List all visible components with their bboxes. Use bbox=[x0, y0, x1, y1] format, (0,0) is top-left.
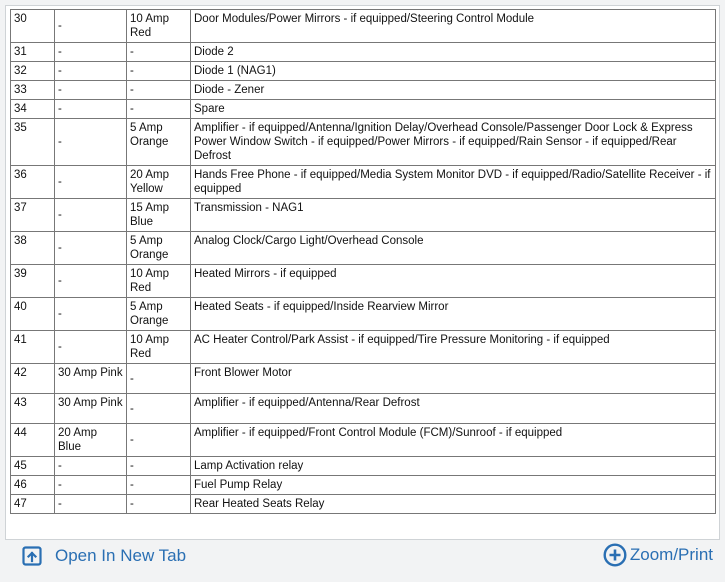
fuse-number-cell: 43 bbox=[11, 394, 55, 424]
cartridge-fuse-cell: - bbox=[55, 495, 127, 514]
mini-fuse-cell: 20 Amp Yellow bbox=[127, 166, 191, 199]
description-cell: Heated Mirrors - if equipped bbox=[191, 265, 716, 298]
table-row bbox=[11, 119, 716, 166]
fuse-number-cell: 39 bbox=[11, 265, 55, 298]
fuse-table-frame bbox=[5, 5, 720, 540]
description-cell: Analog Clock/Cargo Light/Overhead Console bbox=[191, 232, 716, 265]
mini-fuse-cell: - bbox=[127, 364, 191, 394]
description-cell: Diode 2 bbox=[191, 43, 716, 62]
cartridge-fuse-cell: - bbox=[55, 166, 127, 199]
fuse-number-cell: 32 bbox=[11, 62, 55, 81]
mini-fuse-cell: - bbox=[127, 100, 191, 119]
mini-fuse-cell: - bbox=[127, 457, 191, 476]
description-cell: Front Blower Motor bbox=[191, 364, 716, 394]
table-row bbox=[11, 10, 716, 43]
cartridge-fuse-cell: - bbox=[55, 10, 127, 43]
description-cell: Door Modules/Power Mirrors - if equipped/Steering Control Module bbox=[191, 10, 716, 43]
mini-fuse-cell: 10 Amp Red bbox=[127, 10, 191, 43]
mini-fuse-cell: 5 Amp Orange bbox=[127, 298, 191, 331]
table-row bbox=[11, 199, 716, 232]
mini-fuse-cell: - bbox=[127, 394, 191, 424]
cartridge-fuse-cell: - bbox=[55, 199, 127, 232]
mini-fuse-cell: - bbox=[127, 424, 191, 457]
mini-fuse-cell: - bbox=[127, 495, 191, 514]
fuse-number-cell: 41 bbox=[11, 331, 55, 364]
mini-fuse-cell: - bbox=[127, 476, 191, 495]
fuse-number-cell: 47 bbox=[11, 495, 55, 514]
cartridge-fuse-cell: 30 Amp Pink bbox=[55, 394, 127, 424]
fuse-number-cell: 46 bbox=[11, 476, 55, 495]
mini-fuse-cell: 10 Amp Red bbox=[127, 331, 191, 364]
description-cell: Hands Free Phone - if equipped/Media System Monitor DVD - if equipped/Radio/Satellite Receiver - if equipped bbox=[191, 166, 716, 199]
mini-fuse-cell: 5 Amp Orange bbox=[127, 232, 191, 265]
description-cell: AC Heater Control/Park Assist - if equipped/Tire Pressure Monitoring - if equipped bbox=[191, 331, 716, 364]
fuse-number-cell: 45 bbox=[11, 457, 55, 476]
description-cell: Rear Heated Seats Relay bbox=[191, 495, 716, 514]
mini-fuse-cell: - bbox=[127, 43, 191, 62]
table-row bbox=[11, 495, 716, 514]
mini-fuse-cell: - bbox=[127, 81, 191, 100]
description-cell: Lamp Activation relay bbox=[191, 457, 716, 476]
cartridge-fuse-cell: - bbox=[55, 457, 127, 476]
cartridge-fuse-cell: - bbox=[55, 265, 127, 298]
fuse-number-cell: 30 bbox=[11, 10, 55, 43]
cartridge-fuse-cell: 20 Amp Blue bbox=[55, 424, 127, 457]
cartridge-fuse-cell: - bbox=[55, 119, 127, 166]
mini-fuse-cell: 5 Amp Orange bbox=[127, 119, 191, 166]
cartridge-fuse-cell: - bbox=[55, 100, 127, 119]
table-row bbox=[11, 43, 716, 62]
fuse-number-cell: 40 bbox=[11, 298, 55, 331]
description-cell: Amplifier - if equipped/Antenna/Ignition Delay/Overhead Console/Passenger Door Lock & Express Power Window Switch - if equipped/Power Mirrors - if equipped/Rain Sensor - if equipped/Rear Defrost bbox=[191, 119, 716, 166]
table-row bbox=[11, 298, 716, 331]
table-row bbox=[11, 476, 716, 495]
fuse-number-cell: 37 bbox=[11, 199, 55, 232]
mini-fuse-cell: - bbox=[127, 62, 191, 81]
fuse-number-cell: 42 bbox=[11, 364, 55, 394]
mini-fuse-cell: 15 Amp Blue bbox=[127, 199, 191, 232]
cartridge-fuse-cell: - bbox=[55, 81, 127, 100]
table-row bbox=[11, 166, 716, 199]
fuse-number-cell: 38 bbox=[11, 232, 55, 265]
open-new-tab-link[interactable] bbox=[22, 543, 186, 569]
table-row bbox=[11, 81, 716, 100]
table-row bbox=[11, 232, 716, 265]
fuse-number-cell: 31 bbox=[11, 43, 55, 62]
mini-fuse-cell: 10 Amp Red bbox=[127, 265, 191, 298]
zoom-print-link[interactable] bbox=[603, 541, 713, 569]
description-cell: Heated Seats - if equipped/Inside Rearview Mirror bbox=[191, 298, 716, 331]
cartridge-fuse-cell: - bbox=[55, 298, 127, 331]
description-cell: Fuel Pump Relay bbox=[191, 476, 716, 495]
cartridge-fuse-cell: - bbox=[55, 62, 127, 81]
cartridge-fuse-cell: - bbox=[55, 476, 127, 495]
table-row bbox=[11, 364, 716, 394]
description-cell: Spare bbox=[191, 100, 716, 119]
description-cell: Diode - Zener bbox=[191, 81, 716, 100]
fuse-number-cell: 33 bbox=[11, 81, 55, 100]
description-cell: Diode 1 (NAG1) bbox=[191, 62, 716, 81]
table-row bbox=[11, 424, 716, 457]
table-row bbox=[11, 100, 716, 119]
cartridge-fuse-cell: - bbox=[55, 331, 127, 364]
zoom-print-label: Zoom/Print bbox=[629, 545, 713, 564]
table-row bbox=[11, 331, 716, 364]
fuse-number-cell: 44 bbox=[11, 424, 55, 457]
fuse-number-cell: 36 bbox=[11, 166, 55, 199]
open-in-new-tab-icon bbox=[22, 546, 42, 566]
table-row bbox=[11, 265, 716, 298]
fuse-table bbox=[10, 9, 716, 514]
fuse-number-cell: 35 bbox=[11, 119, 55, 166]
open-new-tab-label: Open In New Tab bbox=[55, 546, 187, 565]
description-cell: Amplifier - if equipped/Antenna/Rear Defrost bbox=[191, 394, 716, 424]
footer-bar bbox=[0, 540, 725, 582]
fuse-table-body bbox=[11, 10, 716, 514]
table-row bbox=[11, 62, 716, 81]
description-cell: Transmission - NAG1 bbox=[191, 199, 716, 232]
table-row bbox=[11, 457, 716, 476]
cartridge-fuse-cell: - bbox=[55, 232, 127, 265]
cartridge-fuse-cell: - bbox=[55, 43, 127, 62]
description-cell: Amplifier - if equipped/Front Control Module (FCM)/Sunroof - if equipped bbox=[191, 424, 716, 457]
fuse-number-cell: 34 bbox=[11, 100, 55, 119]
cartridge-fuse-cell: 30 Amp Pink bbox=[55, 364, 127, 394]
table-row bbox=[11, 394, 716, 424]
zoom-plus-icon bbox=[603, 543, 627, 567]
